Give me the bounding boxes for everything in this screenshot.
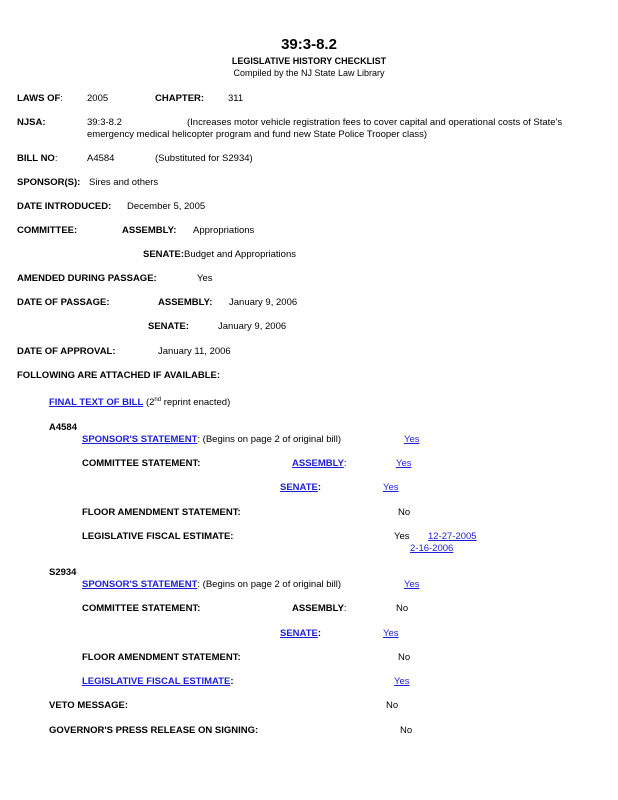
a4584-senate-colon: : [317,482,322,493]
bill-substituted-note: (Substituted for S2934) [155,153,253,164]
s2934-fiscal-wrap [82,676,233,687]
compiled-by: Compiled by the NJ State Law Library [233,68,385,78]
a4584-floor-value: No [398,507,411,518]
njsa-value: 39:3-8.2 [87,117,122,128]
s2934-senate-link[interactable]: SENATE [280,628,318,639]
s2934-sponsor-yes-link[interactable]: Yes [404,579,420,590]
a4584-sponsor-note: : (Begins on page 2 of original bill) [197,434,342,445]
chapter-label: CHAPTER: [155,93,205,104]
passage-senate-label: SENATE: [148,321,189,332]
s2934-assembly-label: ASSEMBLY [292,603,344,614]
a4584-senate-yes-link[interactable]: Yes [383,482,399,493]
a4584-assembly-link[interactable]: ASSEMBLY [292,458,344,469]
a4584-sponsor-row [82,434,341,445]
a4584-sponsor-statement-link[interactable]: SPONSOR'S STATEMENT [82,434,198,445]
bill-no-value: A4584 [87,153,115,164]
s2934-sponsor-row [82,579,341,590]
a4584-fiscal-date2-link[interactable]: 2-16-2006 [410,543,454,554]
final-text-post: reprint enacted) [161,397,231,408]
page-title: 39:3-8.2 [281,36,337,53]
bill-no-colon: : [54,153,58,164]
a4584-fiscal-date1-link[interactable]: 12-27-2005 [428,531,477,542]
s2934-assembly-wrap [292,603,347,614]
s2934-floor-label: FLOOR AMENDMENT STATEMENT: [82,652,241,663]
s2934-committee-label: COMMITTEE STATEMENT: [82,603,201,614]
s2934-label: S2934 [49,567,77,578]
sponsors-value: Sires and others [89,177,159,188]
governor-value: No [400,725,413,736]
a4584-sponsor-yes-link[interactable]: Yes [404,434,420,445]
s2934-assembly-value: No [396,603,409,614]
passage-label: DATE OF PASSAGE: [17,297,110,308]
laws-of-label: LAWS OF [17,93,61,104]
final-text-sup: nd [154,396,162,403]
s2934-assembly-colon: : [343,603,347,614]
governor-label: GOVERNOR'S PRESS RELEASE ON SIGNING: [49,725,259,736]
s2934-senate-wrap [280,628,321,639]
approval-label: DATE OF APPROVAL: [17,346,116,357]
committee-senate-value: Budget and Appropriations [184,249,296,260]
final-text-row [49,397,230,408]
document-subtitle: LEGISLATIVE HISTORY CHECKLIST [231,56,387,66]
committee-senate-label: SENATE: [143,249,184,260]
amended-value: Yes [197,273,213,284]
bill-no-label: BILL NO [17,153,55,164]
passage-senate-value: January 9, 2006 [218,321,287,332]
final-text-link[interactable]: FINAL TEXT OF BILL [49,397,144,408]
njsa-label: NJSA: [17,117,46,128]
a4584-senate-wrap [280,482,321,493]
sponsors-label: SPONSOR(S): [17,177,81,188]
committee-label: COMMITTEE: [17,225,78,236]
a4584-senate-link[interactable]: SENATE [280,482,318,493]
laws-of-colon: : [60,93,63,104]
laws-of-row [17,93,63,104]
s2934-fiscal-yes-link[interactable]: Yes [394,676,410,687]
a4584-assembly-wrap [292,458,347,469]
committee-assembly-value: Appropriations [193,225,255,236]
final-text-pre: (2 [145,397,155,408]
bill-no-label-wrap [17,153,57,164]
s2934-floor-value: No [398,652,411,663]
laws-of-year: 2005 [87,93,109,104]
njsa-description-line1: (Increases motor vehicle registration fees to cover capital and operational costs of State's [187,117,563,128]
a4584-fiscal-value: Yes [394,531,410,542]
a4584-committee-label: COMMITTEE STATEMENT: [82,458,201,469]
date-introduced-label: DATE INTRODUCED: [17,201,112,212]
s2934-senate-yes-link[interactable]: Yes [383,628,399,639]
s2934-fiscal-colon: : [230,676,234,687]
a4584-fiscal-label: LEGISLATIVE FISCAL ESTIMATE: [82,531,234,542]
a4584-floor-label: FLOOR AMENDMENT STATEMENT: [82,507,241,518]
passage-assembly-label: ASSEMBLY: [158,297,213,308]
a4584-assembly-colon: : [343,458,347,469]
s2934-sponsor-note: : (Begins on page 2 of original bill) [197,579,342,590]
amended-label: AMENDED DURING PASSAGE: [17,273,157,284]
a4584-label: A4584 [49,422,77,433]
attached-heading: FOLLOWING ARE ATTACHED IF AVAILABLE: [17,370,220,381]
chapter-value: 311 [228,93,244,104]
passage-assembly-value: January 9, 2006 [229,297,298,308]
njsa-description-line2: emergency medical helicopter program and fund new State Police Trooper class) [87,129,428,140]
s2934-fiscal-link[interactable]: LEGISLATIVE FISCAL ESTIMATE [82,676,231,687]
date-introduced-value: December 5, 2005 [127,201,206,212]
s2934-senate-colon: : [317,628,322,639]
approval-value: January 11, 2006 [158,346,231,357]
veto-label: VETO MESSAGE: [49,700,129,711]
s2934-sponsor-statement-link[interactable]: SPONSOR'S STATEMENT [82,579,198,590]
committee-assembly-label: ASSEMBLY: [122,225,177,236]
a4584-assembly-yes-link[interactable]: Yes [396,458,412,469]
veto-value: No [386,700,399,711]
